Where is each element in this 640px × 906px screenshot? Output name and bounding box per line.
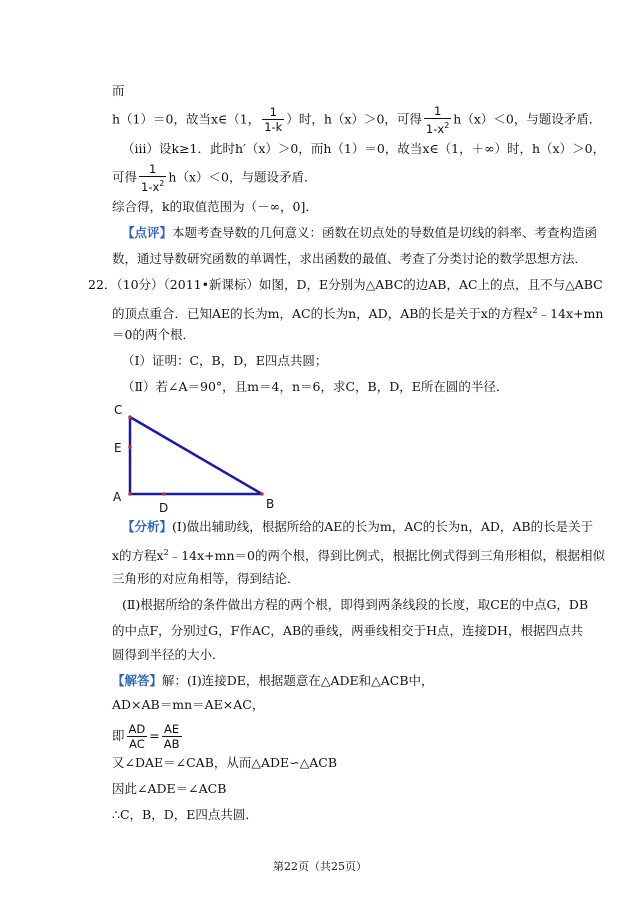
text-line: [122, 518, 593, 536]
text: 可得: [112, 169, 138, 185]
text: 的中点F，分别过G，F作AC，AB的垂线，两垂线相交于H点，连接DH，根据四点共: [112, 623, 583, 638]
text: （10分）（2011•新课标）如图，D，E分别为△ABC的边AB，AC上的点，且不与△ABC: [116, 277, 603, 292]
page-footer: 第22页（共25页）: [273, 860, 367, 873]
label-c: C: [114, 403, 123, 417]
point-c: [128, 415, 132, 419]
text: 三角形的对应角相等，得到结论．: [112, 571, 300, 586]
denominator: AC: [129, 737, 145, 751]
text: ﹣14x+mn: [537, 306, 604, 322]
text: (Ⅰ)做出辅助线，根据所给的AE的长为m，AC的长为n，AD，AB的长是关于: [172, 519, 594, 534]
fraction: [139, 162, 166, 194]
text: 圆得到半径的大小．: [112, 647, 225, 662]
equals: =: [149, 728, 160, 743]
text-line: [112, 302, 603, 323]
text-line: [122, 378, 508, 396]
fraction: [162, 722, 182, 751]
label-d: D: [159, 501, 169, 515]
text: AD×AB＝mn＝AE×AC，: [112, 697, 265, 712]
exponent: 2: [159, 179, 165, 188]
text-line: [112, 326, 195, 344]
denominator-text: 1-x: [141, 179, 160, 194]
text-line: [112, 250, 587, 268]
solution-tag: 【解答】: [112, 673, 163, 688]
text: 即: [112, 728, 125, 743]
triangle-figure: [110, 400, 290, 520]
text: x的方程x: [112, 548, 164, 564]
point-a: [128, 492, 132, 496]
text: 本题考查导数的几何意义：函数在切点处的导数值是切线的斜率、考查构造函: [172, 225, 598, 240]
text-line: [122, 352, 327, 370]
comment-tag: 【点评】: [122, 225, 173, 240]
exponent: 2: [163, 548, 169, 557]
text-line: [112, 754, 337, 772]
label-a: A: [113, 490, 122, 504]
text: h（1）＝0，故当x∈（1，: [112, 111, 261, 127]
numerator: 1: [262, 105, 284, 120]
fraction: [127, 722, 148, 751]
text-line: [122, 224, 597, 242]
numerator: AE: [162, 722, 182, 737]
label-e: E: [114, 441, 122, 455]
exponent: 2: [444, 121, 450, 130]
denominator: 1-k: [264, 120, 283, 135]
text: （Ⅱ）若∠A＝90°，且m＝4，n＝6，求C，B，D，E所在圆的半径．: [122, 379, 509, 394]
denominator-text: 1-x: [425, 121, 445, 136]
text-line: [112, 672, 434, 690]
text-line: [112, 696, 264, 714]
text-line: [112, 780, 226, 798]
text: 而: [112, 83, 125, 98]
text-line: [112, 544, 605, 565]
exponent: 2: [532, 306, 538, 315]
text: ）时，h（x）＞0，可得: [286, 111, 422, 127]
text-line: [112, 806, 258, 824]
text: （iii）设k≥1．此时h′（x）＞0，而h（1）＝0，故当x∈（1，＋∞）时，h（x）＞0，: [122, 141, 606, 156]
text-line: [112, 722, 184, 751]
point-e: [128, 445, 132, 449]
analysis-tag: 【分析】: [122, 519, 173, 534]
label-b: B: [266, 497, 275, 511]
numerator: AD: [128, 722, 146, 736]
question-line: [88, 276, 603, 294]
text: h（x）＜0，与题设矛盾．: [453, 111, 602, 127]
point-d: [162, 492, 166, 496]
text: 数，通过导数研究函数的单调性，求出函数的最值、考查了分类讨论的数学思想方法．: [112, 251, 588, 266]
text-line: [112, 82, 125, 100]
text-line: [112, 104, 601, 136]
text: 解：(Ⅰ)连接DE，根据题意在△ADE和△ACB中，: [162, 673, 434, 688]
text-line: [122, 596, 588, 614]
denominator: [139, 177, 166, 194]
text: 又∠DAE＝∠CAB，从而△ADE∽△ACB: [112, 755, 338, 770]
fraction: [424, 104, 451, 136]
text: (Ⅱ)根据所给的条件做出方程的两个根，即得到两条线段的长度，取CE的中点G，DB: [122, 597, 589, 612]
text: 的顶点重合．已知AE的长为m，AC的长为n，AD，AB的长是关于x的方程x: [112, 306, 533, 322]
denominator: [424, 119, 451, 136]
text: （Ⅰ）证明：C，B，D，E四点共圆；: [122, 353, 328, 368]
text-line: [112, 162, 316, 194]
numerator: 1: [424, 104, 451, 119]
text-line: [122, 140, 605, 158]
point-b: [260, 492, 264, 496]
text-line: [112, 198, 318, 216]
text: ﹣14x+mn＝0的两个根，得到比例式，根据比例式得到三角形相似，根据相似: [168, 548, 605, 564]
segment-cb: [130, 417, 262, 494]
question-number: 22．: [88, 277, 117, 292]
text-line: [112, 646, 225, 664]
text: ∴C，B，D，E四点共圆．: [112, 807, 258, 822]
text-line: [112, 570, 300, 588]
fraction: [262, 105, 284, 134]
numerator: 1: [139, 162, 166, 177]
text-line: [112, 622, 583, 640]
text: 因此∠ADE＝∠ACB: [112, 781, 227, 796]
text: 综合得，k的取值范围为（－∞，0]．: [112, 199, 318, 214]
denominator: AB: [163, 737, 180, 751]
text: ＝0的两个根．: [112, 327, 195, 342]
text: h（x）＜0，与题设矛盾．: [168, 169, 317, 185]
